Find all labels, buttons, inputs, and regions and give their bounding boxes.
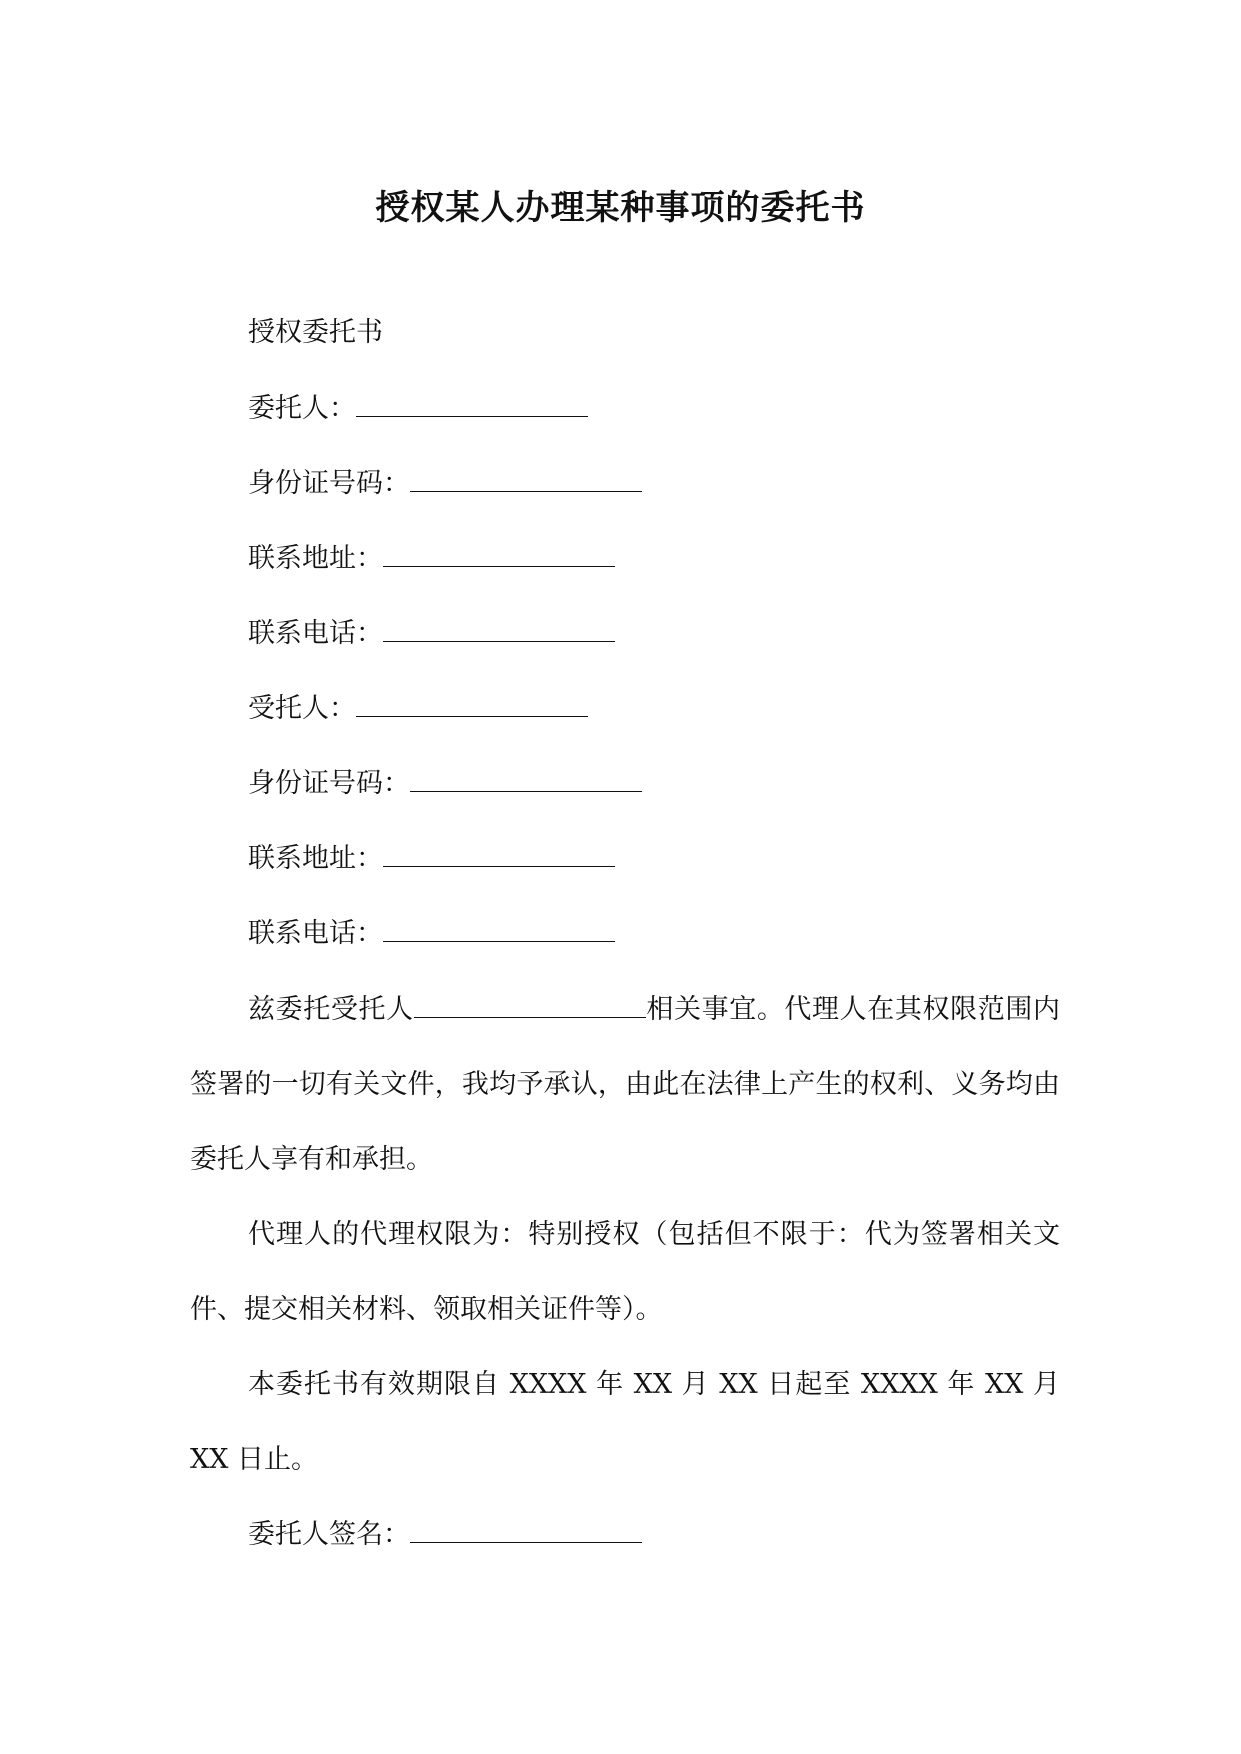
trustee-address-blank[interactable]	[383, 842, 615, 867]
field-label: 身份证号码：	[248, 468, 410, 499]
signature-blank[interactable]	[410, 1518, 642, 1543]
field-label: 联系地址：	[248, 543, 383, 574]
field-label: 身份证号码：	[248, 768, 410, 799]
trustee-blank[interactable]	[356, 692, 588, 717]
para1-prefix: 兹委托受托人	[248, 994, 414, 1025]
entrustor-phone-blank[interactable]	[383, 617, 615, 642]
para1-suffix: 相关事宜。代理人在其权限范围内签署的一切有关文件，我均予承认，由此在法律上产生的权利、义务均由委托人享有和承担。	[190, 994, 1061, 1175]
field-entrustor	[248, 389, 588, 429]
field-entrustor-address	[248, 539, 615, 579]
field-label: 联系电话：	[248, 618, 383, 649]
field-label: 委托人：	[248, 393, 356, 424]
field-trustee-phone	[248, 914, 615, 954]
field-entrustor-phone	[248, 614, 615, 654]
field-signature	[248, 1515, 642, 1555]
entrustor-blank[interactable]	[356, 392, 588, 417]
field-trustee-id	[248, 764, 642, 804]
field-entrustor-id	[248, 464, 642, 504]
matter-blank[interactable]	[414, 993, 646, 1018]
heading: 授权委托书	[248, 317, 383, 348]
field-label: 联系地址：	[248, 843, 383, 874]
field-trustee	[248, 689, 588, 729]
entrustor-address-blank[interactable]	[383, 542, 615, 567]
field-label: 联系电话：	[248, 918, 383, 949]
document-title: 授权某人办理某种事项的委托书	[375, 188, 866, 228]
trustee-id-blank[interactable]	[410, 767, 642, 792]
entrustor-id-blank[interactable]	[410, 467, 642, 492]
field-trustee-address	[248, 839, 615, 879]
trustee-phone-blank[interactable]	[383, 917, 615, 942]
field-label: 受托人：	[248, 693, 356, 724]
authority-paragraph: 代理人的代理权限为：特别授权（包括但不限于：代为签署相关文件、提交相关材料、领取相关证件等）。	[190, 1219, 1060, 1325]
field-label: 委托人签名：	[248, 1519, 410, 1550]
entrustment-paragraph	[190, 972, 1060, 1197]
validity-paragraph: 本委托书有效期限自 XXXX 年 XX 月 XX 日起至 XXXX 年 XX 月 XX 日止。	[190, 1369, 1060, 1475]
